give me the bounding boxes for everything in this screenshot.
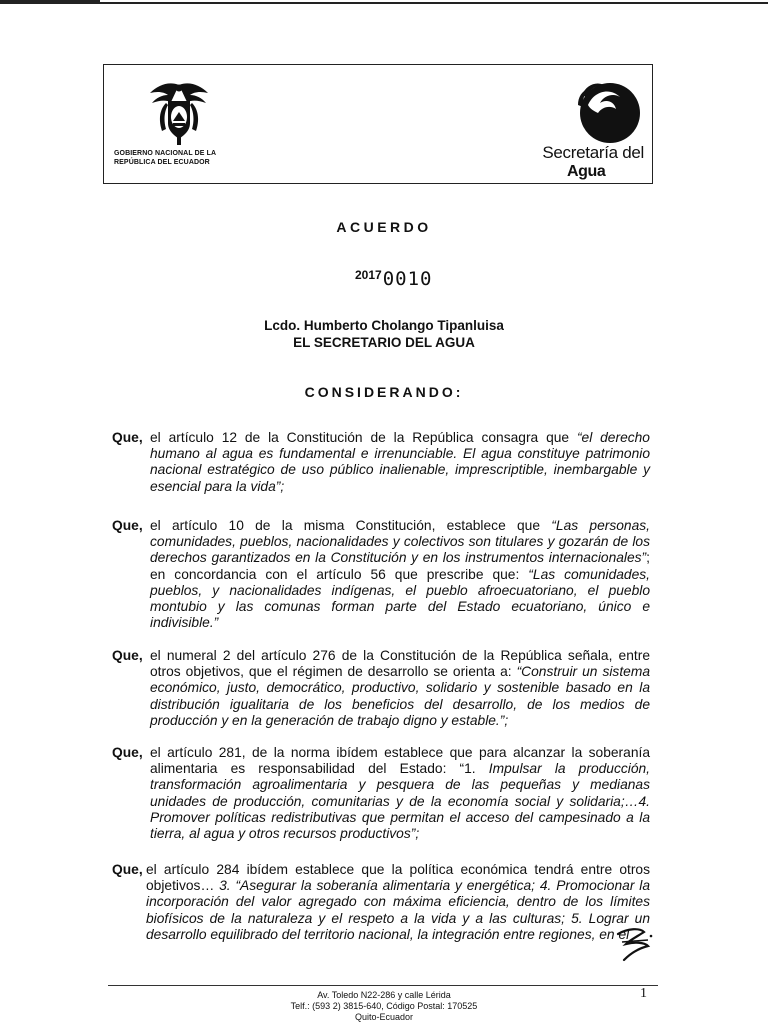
agreement-number [355,268,432,290]
footer-line-3: Quito-Ecuador [354,1012,414,1022]
top-rule [0,2,768,4]
clause-quote: “Construir un sistema económico, justo, democrático, productivo, solidario y sostenible basado en la distribución igualitaria de los beneficios del desarrollo, de los medios de producción y en la generación de trabajo digno y estable.”; [150,664,650,728]
handwritten-initial-icon [614,924,654,964]
secretaria-del-agua-logo-icon [574,75,644,145]
clause-label: Que, [112,745,143,760]
clause-text: el artículo 10 de la misma Constitución, establece que [150,518,552,533]
clause-3 [112,648,650,729]
clause-body [150,430,650,495]
clause-1 [112,430,650,495]
ecuador-coat-of-arms-icon [144,79,214,149]
clause-text: el artículo 12 de la Constitución de la República consagra que [150,430,577,445]
clause-body [150,745,650,842]
clause-quote: “el derecho humano al agua es fundamental e irrenunciable. El agua constituye patrimonio nacional estratégico de uso público inalienable, imprescriptible, inembargable y esencial para la vida”; [150,430,650,494]
clause-text: el artículo 284 ibídem establece que la política económica tendrá entre otros objetivos… [146,862,650,894]
secretaria-line-1: Secretaría del [542,143,644,162]
clause-text: el artículo 281, de la norma ibídem establece que para alcanzar la soberanía alimentaria es responsabilidad del Estado: “1. [150,745,650,777]
government-block [114,79,244,179]
clause-quote: 3. “Asegurar la soberanía alimentaria y energética; 4. Promocionar la incorporación del valor agregado con máxima eficiencia, dentro de los límites biofísicos de la naturaleza y el respeto a la vida y a las culturas; 5. Lograr un desarrollo equilibrado del territorio nacional, la integración entre regiones, en el [146,878,650,942]
author-name: Lcdo. Humberto Cholango Tipanluisa [264,318,504,333]
gov-line-1: GOBIERNO NACIONAL DE LA [114,150,217,157]
clause-quote: “Las personas, comunidades, pueblos, nacionalidades y colectivos son titulares y gozarán de los derechos garantizados en la Constitución y en los instrumentos internacionales” [150,518,650,566]
section-heading: CONSIDERANDO: [304,384,464,400]
clause-body [150,648,650,729]
secretaria-block [534,75,644,180]
page-number: 1 [640,986,647,1001]
clause-text-2: ; en concordancia con el artículo 56 que prescribe que: [150,550,650,582]
clause-label: Que, [112,862,143,877]
letterhead [103,64,653,184]
footer-line-2: Telf.: (593 2) 3815-640, Código Postal: 170525 [290,1001,478,1011]
clause-label: Que, [112,518,143,533]
author-title: EL SECRETARIO DEL AGUA [293,335,475,350]
clause-text: el numeral 2 del artículo 276 de la Constitución de la República señala, entre otros objetivos, que el régimen de desarrollo se orienta a: [150,648,650,680]
clause-2 [112,518,650,631]
document-type: ACUERDO [336,219,432,235]
secretaria-line-2: Agua [567,163,606,180]
clause-body [150,518,650,631]
clause-quote-2: “Las comunidades, pueblos, y nacionalidades indígenas, el pueblo afroecuatoriano, el pueblo montubio y las comunas forman parte del Estado ecuatoriano, único e indivisible.” [150,566,651,631]
agreement-year: 2017 [355,268,382,282]
clause-label: Que, [112,648,143,663]
clause-4 [112,745,650,842]
clause-quote: Impulsar la producción, transformación agroalimentaria y pesquera de las pequeñas y medianas unidades de producción, comunitarias y de la economía social y solidaria;…4. Promover políticas redistributivas que permitan el acceso del campesinado a la tierra, al agua y otros recursos productivos”; [150,761,651,842]
clause-label: Que, [112,430,143,445]
footer-address [0,990,768,1023]
agreement-stamp-number: 0010 [382,268,433,290]
clause-5 [112,862,650,943]
footer-rule [108,985,658,986]
government-name [114,149,244,167]
gov-line-2: REPÚBLICA DEL ECUADOR [114,159,210,166]
footer-line-1: Av. Toledo N22-286 y calle Lérida [317,990,451,1000]
clause-body [146,862,650,943]
